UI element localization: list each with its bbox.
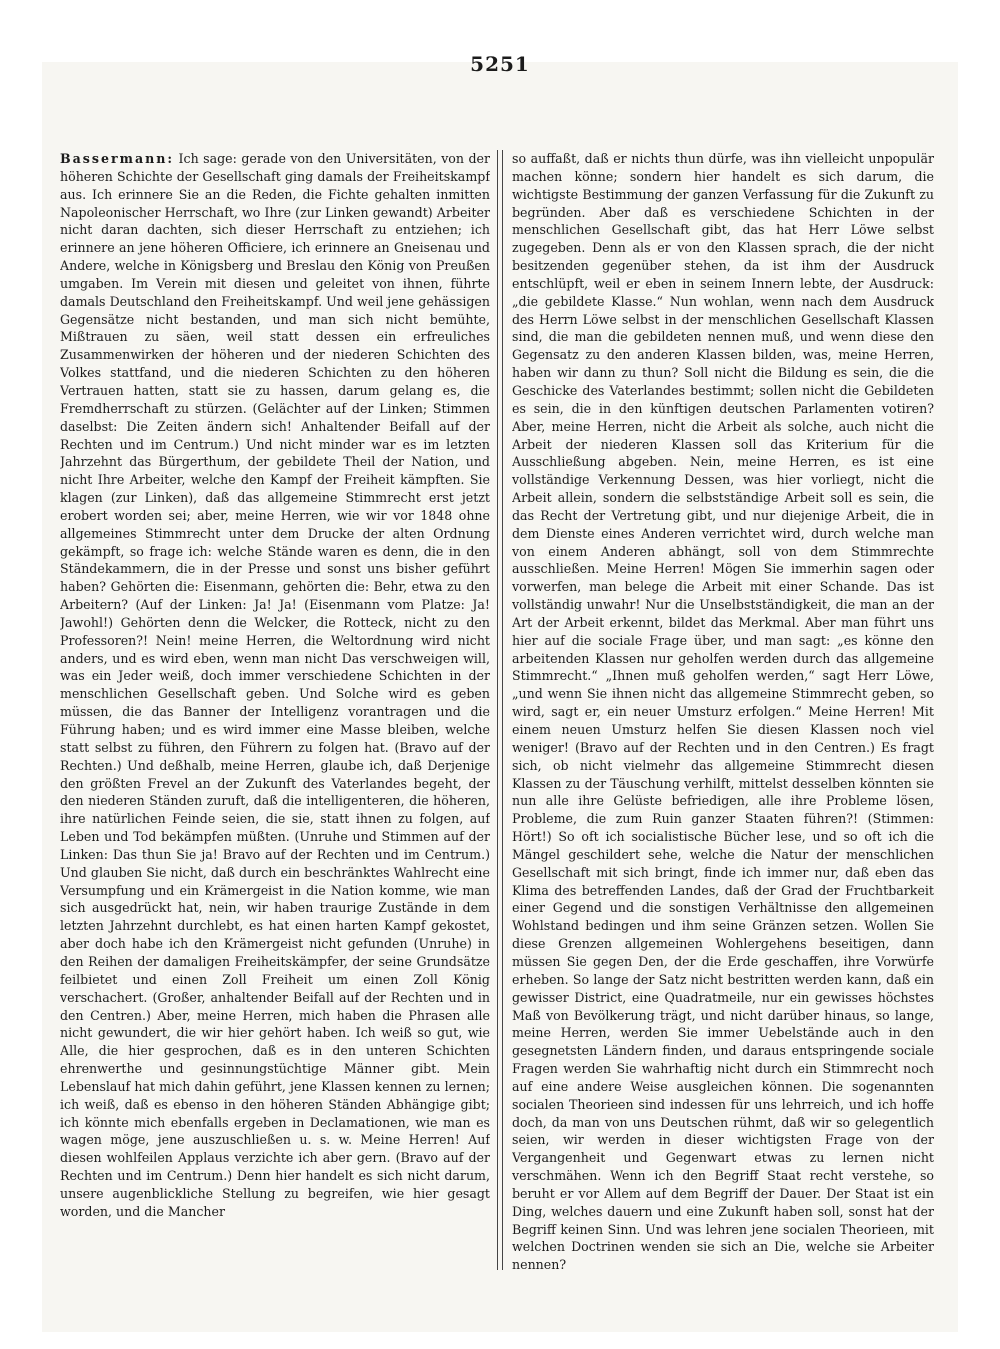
right-column [512,150,934,1285]
right-column-text: so auffaßt, daß er nichts thun dürfe, was ihn vielleicht unpopulär machen könne; sondern hier handelt es sich darum, die wichtigste Bestimmung der ganzen Verfassung für die Zukunft zu begründen. Aber daß es verschiedene Schichten in der menschlichen Gesellschaft gibt, das hat Herr Löwe selbst zugegeben. Denn als er von den Klassen sprach, die der nicht besitzenden gegenüber stehen, da ist ihm der Ausdruck entschlüpft, weil er eben in seinem Innern lebte, der Ausdruck: „die gebildete Klasse.“ Nun wohlan, wenn nach dem Ausdruck des Herrn Löwe selbst in der menschlichen Gesellschaft Klassen sind, die man die gebildeten nennen muß, und wenn diese den Gegensatz zu den anderen Klassen bilden, was, meine Herren, haben wir dann zu thun? Soll nicht die Bildung es sein, die die Geschicke des Vaterlandes bestimmt; sollen nicht die Gebildeten es sein, die in den künftigen deutschen Parlamenten votiren? Aber, meine Herren, nicht die Arbeit als solche, auch nicht die Arbeit der niederen Klassen soll das Kriterium für die Ausschließung abgeben. Nein, meine Herren, es ist eine vollständige Verkennung Dessen, was hier vorliegt, nicht die Arbeit allein, sondern die selbstständige Arbeit soll es sein, die das Recht der Vertretung gibt, und nur diejenige Arbeit, die in dem Dienste eines Anderen verrichtet wird, durch welche man von einem Anderen abhängt, soll von dem Stimmrechte ausschließen. Meine Herren! Mögen Sie immerhin sagen oder vorwerfen, man belege die Arbeit mit einer Schande. Das ist vollständig unwahr! Nur die Unselbstständigkeit, die man an der Art der Arbeit erkennt, bildet das Merkmal. Aber man führt uns hier auf die sociale Frage über, und man sagt: „es könne den arbeitenden Klassen nur geholfen werden durch das allgemeine Stimmrecht.“ „Ihnen muß geholfen werden,“ sagt Herr Löwe, „und wenn Sie ihnen nicht das allgemeine Stimmrecht geben, so wird, sagt er, ein neuer Umsturz erfolgen.“ Meine Herren! Mit einem neuen Umsturz helfen Sie diesen Klassen noch viel weniger! (Bravo auf der Rechten und in den Centren.) Es fragt sich, ob nicht vielmehr das allgemeine Stimmrecht diesen Klassen zu der Täuschung verhilft, mittelst desselben könnten sie nun alle ihre Gelüste befriedigen, alle ihre Probleme lösen, Probleme, die zum Ruin ganzer Staaten führen?! (Stimmen: Hört!) So oft ich socialistische Bücher lese, und so oft ich die Mängel geschildert sehe, welche die Natur der menschlichen Gesellschaft mit sich bringt, finde ich immer nur, daß eben das Klima des betreffenden Landes, daß der Grad der Fruchtbarkeit einer Gegend und die sonstigen Verhältnisse den allgemeinen Wohlstand bedingen und ihm seine Gränzen setzen. Wollen Sie diese Grenzen allgemeinen Wohlergehens beseitigen, dann müssen Sie gegen Den, der die Erde geschaffen, ihre Vorwürfe erheben. So lange der Satz nicht bestritten werden kann, daß ein gewisser District, eine Quadratmeile, nur ein gewisses höchstes Maß von Bevölkerung trägt, und nicht darüber hinaus, so lange, meine Herren, werden Sie immer Uebelstände auch in den gesegnetsten Ländern finden, und daraus entspringende sociale Fragen werden Sie wahrhaftig nicht durch ein Stimmrecht noch auf eine andere Weise ausgleichen können. Die sogenannten socialen Theorieen sind indessen für uns lehrreich, und ich hoffe doch, da man von uns Deutschen rühmt, daß wir so gelegentlich seien, wir werden in dieser wichtigsten Frage von der Vergangenheit und Gegenwart etwas zu lernen nicht verschmähen. Wenn ich den Begriff Staat recht verstehe, so beruht er vor Allem auf dem Begriff der Dauer. Der Staat ist ein Ding, welches dauern und eine Zukunft haben soll, sonst hat der Begriff keinen Sinn. Und was lehren jene socialen Theorieen, mit welchen Doctrinen wenden sie sich an Die, welche sie Arbeiter nennen? [512,151,934,1273]
left-column [60,150,490,1285]
page-number: 5251 [470,52,530,76]
speaker-name: Bassermann: [60,151,175,166]
column-divider [497,150,503,1270]
left-column-text: Ich sage: gerade von den Universitäten, von der höheren Schichte der Gesellschaft ging damals der Freiheitskampf aus. Ich erinnere Sie an die Reden, die Fichte gehalten inmitten Napoleonischer Herrschaft, wo Ihre (zur Linken gewandt) Arbeiter nicht daran dachten, sich dieser Herrschaft zu entziehen; ich erinnere an jene höheren Officiere, ich erinnere an Gneisenau und Andere, welche in Königsberg und Breslau den König von Preußen umgaben. Im Verein mit diesen und geleitet von ihnen, führte damals Deutschland den Freiheitskampf. Und weil jene gehässigen Gegensätze nicht bestanden, und man sich nicht bemühte, Mißtrauen zu säen, weil statt dessen ein erfreuliches Zusammenwirken der höheren und der niederen Schichten des Volkes stattfand, und die niederen Schichten zu den höheren Vertrauen hatten, statt sie zu hassen, darum gelang es, die Fremdherrschaft zu stürzen. (Gelächter auf der Linken; Stimmen daselbst: Die Zeiten ändern sich! Anhaltender Beifall auf der Rechten und im Centrum.) Und nicht minder war es im letzten Jahrzehnt das Bürgerthum, der gebildete Theil der Nation, und nicht Ihre Arbeiter, welche den Kampf der Freiheit kämpften. Sie klagen (zur Linken), daß das allgemeine Stimmrecht erst jetzt erobert worden sei; aber, meine Herren, wie wir vor 1848 ohne allgemeines Stimmrecht unter dem Drucke der alten Ordnung gekämpft, so frage ich: welche Stände waren es denn, die in den Ständekammern, die in der Presse und sonst uns bisher geführt haben? Gehörten die: Eisenmann, gehörten die: Behr, etwa zu den Arbeitern? (Auf der Linken: Ja! Ja! (Eisenmann vom Platze: Ja! Jawohl!) Gehörten denn die Welcker, die Rotteck, nicht zu den Professoren?! Nein! meine Herren, die Weltordnung wird nicht anders, und es wird eben, wenn man nicht Das verschweigen will, was ein Jeder weiß, doch immer verschiedene Schichten in der menschlichen Gesellschaft geben. Und Solche wird es geben müssen, die das Banner der Intelligenz vorantragen und die Führung haben; und es wird immer eine Masse bleiben, welche statt selbst zu führen, den Führern zu folgen hat. (Bravo auf der Rechten.) Und deßhalb, meine Herren, glaube ich, daß Derjenige den größten Frevel an der Zukunft des Vaterlandes begeht, der den niederen Ständen zuruft, daß die intelligenteren, die höheren, ihre natürlichen Feinde seien, die sie, statt ihnen zu folgen, auf Leben und Tod bekämpfen müßten. (Unruhe und Stimmen auf der Linken: Das thun Sie ja! Bravo auf der Rechten und im Centrum.) Und glauben Sie nicht, daß durch ein beschränktes Wahlrecht eine Versumpfung und ein Krämergeist in die Nation komme, wie man sich ausgedrückt hat, nein, wir haben traurige Zustände in dem letzten Jahrzehnt durchlebt, es hat einen harten Kampf gekostet, aber doch habe ich den Krämergeist nicht gefunden (Unruhe) in den Reihen der damaligen Freiheitskämpfer, der seine Grundsätze feilbietet und einen Zoll Freiheit um einen Zoll König verschachert. (Großer, anhaltender Beifall auf der Rechten und in den Centren.) Aber, meine Herren, mich haben die Phrasen alle nicht gewundert, die wir hier gehört haben. Ich weiß so gut, wie Alle, die hier gesprochen, daß es in den unteren Schichten ehrenwerthe und gesinnungstüchtige Männer gibt. Mein Lebenslauf hat mich dahin geführt, jene Klassen kennen zu lernen; ich weiß, daß es ebenso in den höheren Ständen Abhängige gibt; ich könnte mich ebenfalls ergeben in Declamationen, wie man es wagen möge, jene auszuschließen u. s. w. Meine Herren! Auf diesen wohlfeilen Applaus verzichte ich aber gern. (Bravo auf der Rechten und im Centrum.) Denn hier handelt es sich nicht darum, unsere augenblickliche Stellung zu begreifen, wie hier gesagt worden, und die Mancher [60,151,490,1219]
